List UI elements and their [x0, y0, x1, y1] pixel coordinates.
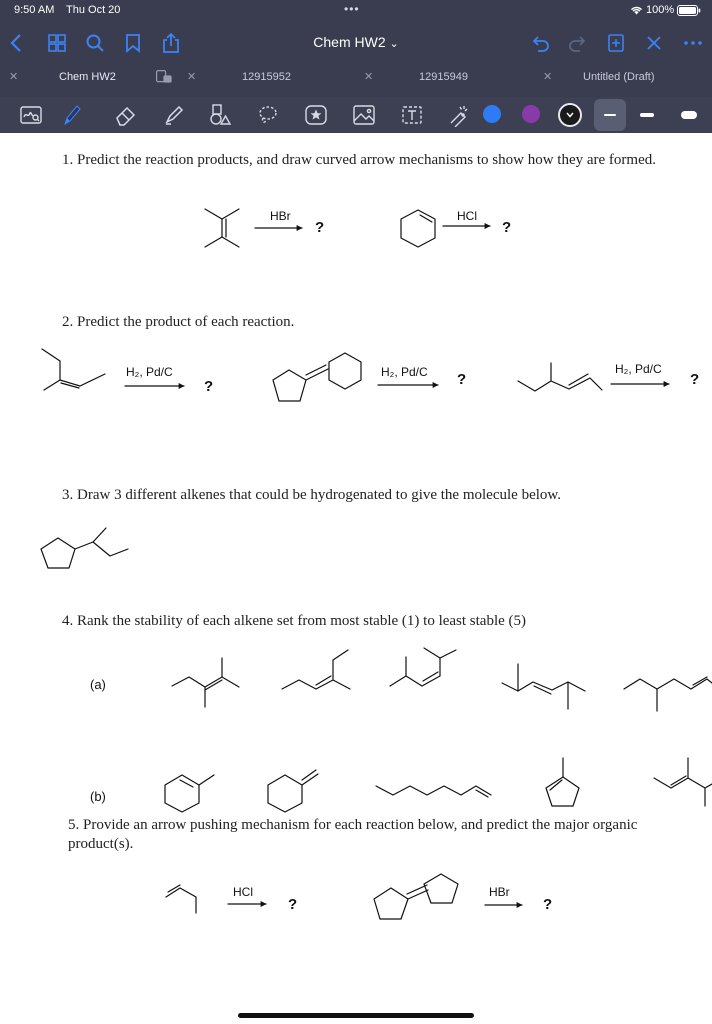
alkene-a3 — [390, 648, 456, 686]
tab-12915952[interactable]: 12915952 — [242, 71, 291, 83]
reagent-h2-pdc: H₂, Pd/C — [615, 362, 662, 376]
question-4-text: 4. Rank the stability of each alkene set from most stable (1) to least stable (5) — [62, 613, 527, 629]
tab-close-icon[interactable]: ✕ — [9, 71, 19, 83]
status-time: 9:50 AM — [14, 4, 55, 16]
home-indicator[interactable] — [238, 1013, 474, 1018]
tab-close-icon[interactable]: ✕ — [543, 71, 553, 83]
reagent-h2-pdc: H₂, Pd/C — [126, 365, 173, 379]
question-mark: ? — [543, 896, 553, 913]
document-title: Chem HW2 — [313, 34, 386, 50]
alkene-a4 — [502, 664, 585, 709]
part-b-label: (b) — [90, 789, 106, 804]
question-mark: ? — [288, 896, 298, 913]
part-a-label: (a) — [90, 677, 106, 692]
question-mark: ? — [204, 378, 214, 395]
molecule-sec-butylcyclopentane — [41, 528, 128, 568]
question-5-text: 5. Provide an arrow pushing mechanism for each reaction below, and predict the major organic product(s). — [68, 817, 638, 852]
question-mark: ? — [690, 371, 700, 388]
alkene-b2 — [268, 770, 318, 812]
alkene-a2 — [282, 650, 350, 689]
battery-percent: 100% — [646, 4, 675, 16]
alkene-b1 — [165, 775, 214, 812]
question-2-text: 2. Predict the product of each reaction. — [62, 314, 295, 330]
status-date: Thu Oct 20 — [66, 4, 121, 16]
alkene-b4 — [546, 758, 579, 806]
question-mark: ? — [502, 219, 512, 236]
tab-chem-hw2[interactable]: Chem HW2 — [59, 71, 116, 83]
molecule-cyclopentylidenecyclohexane — [273, 353, 361, 401]
tab-12915949[interactable]: 12915949 — [419, 71, 468, 83]
molecule-propene — [166, 885, 196, 913]
molecule-3-methyl-2-pentene — [42, 349, 105, 390]
question-mark: ? — [315, 219, 325, 236]
question-mark: ? — [457, 371, 467, 388]
reagent-hcl: HCl — [457, 209, 477, 223]
alkene-a5 — [624, 677, 712, 711]
alkene-b5 — [654, 758, 712, 806]
molecule-cyclopentylidenecyclopentane — [374, 874, 458, 919]
reagent-hbr: HBr — [270, 209, 291, 223]
reagent-h2-pdc: H₂, Pd/C — [381, 365, 428, 379]
reagent-hcl: HCl — [233, 885, 253, 899]
tab-close-icon[interactable]: ✕ — [187, 71, 197, 83]
question-1-text: 1. Predict the reaction products, and draw curved arrow mechanisms to show how they are formed. — [62, 152, 656, 168]
multitasking-dots[interactable]: ••• — [344, 2, 360, 16]
molecule-tetramethylethylene — [205, 209, 239, 247]
chevron-down-icon: ⌄ — [389, 38, 399, 50]
molecule-cyclohexene — [401, 210, 435, 247]
molecule-4-methyl-2-pentene — [518, 363, 602, 391]
question-3-text: 3. Draw 3 different alkenes that could be hydrogenated to give the molecule below. — [62, 487, 561, 503]
tab-close-icon[interactable]: ✕ — [364, 71, 374, 83]
alkene-b3 — [376, 786, 491, 797]
alkene-a1 — [172, 658, 239, 707]
reagent-hbr: HBr — [489, 885, 510, 899]
tab-untitled-draft[interactable]: Untitled (Draft) — [583, 71, 655, 83]
